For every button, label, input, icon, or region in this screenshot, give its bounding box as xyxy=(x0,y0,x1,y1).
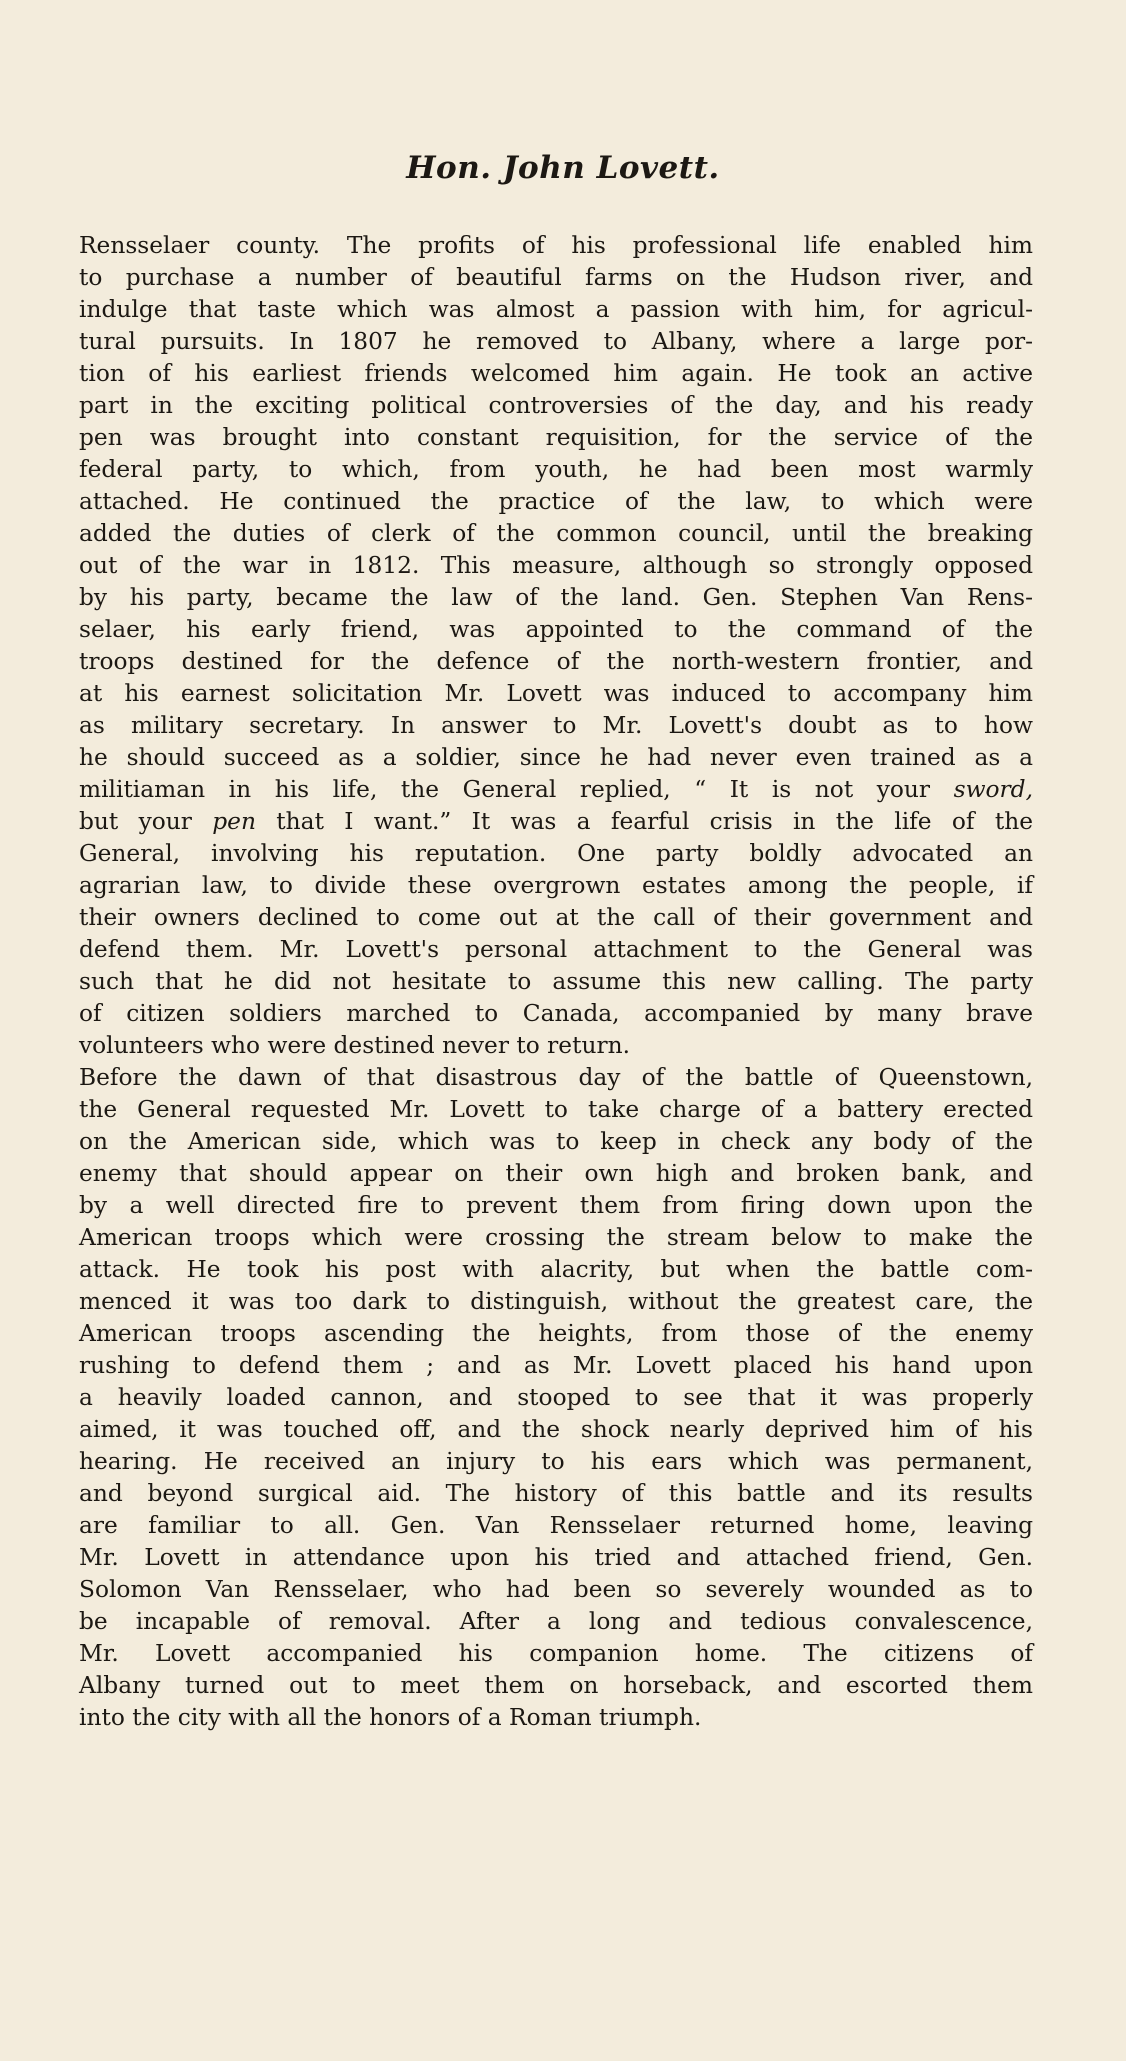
text-line: be incapable of removal. After a long and tedious convalescence, xyxy=(79,1608,1033,1635)
text-line: as military secretary. In answer to Mr. Lovett's doubt as to how xyxy=(79,712,1033,739)
text-line: by his party, became the law of the land. Gen. Stephen Van Rens- xyxy=(79,584,1033,611)
paragraph-2 xyxy=(79,1062,1033,1734)
text-line: are familiar to all. Gen. Van Rensselaer returned home, leaving xyxy=(79,1512,1033,1539)
text-line: to purchase a number of beautiful farms on the Hudson river, and xyxy=(79,264,1033,291)
text-line: pen was brought into constant requisition, for the service of the xyxy=(79,424,1033,451)
text-line: Before the dawn of that disastrous day of the battle of Queenstown, xyxy=(79,1064,1033,1091)
text-line: tion of his earliest friends welcomed him again. He took an active xyxy=(79,360,1033,387)
text-line: he should succeed as a soldier, since he had never even trained as a xyxy=(79,744,1033,771)
text-line: American troops ascending the heights, from those of the enemy xyxy=(79,1320,1033,1347)
text-run: but your xyxy=(79,808,213,835)
text-line: indulge that taste which was almost a passion with him, for agricul- xyxy=(79,296,1033,323)
body-text xyxy=(79,230,1033,1734)
text-line: Mr. Lovett accompanied his companion home. The citizens of xyxy=(79,1640,1033,1667)
text-line: selaer, his early friend, was appointed to the command of the xyxy=(79,616,1033,643)
text-line: rushing to defend them ; and as Mr. Lovett placed his hand upon xyxy=(79,1352,1033,1379)
page-title: Hon. John Lovett. xyxy=(406,150,720,186)
text-line: out of the war in 1812. This measure, although so strongly opposed xyxy=(79,552,1033,579)
text-line: Rensselaer county. The profits of his professional life enabled him xyxy=(79,232,1033,259)
text-line: hearing. He received an injury to his ears which was permanent, xyxy=(79,1448,1033,1475)
text-line: into the city with all the honors of a Roman triumph. xyxy=(79,1704,702,1731)
text-line: American troops which were crossing the stream below to make the xyxy=(79,1224,1033,1251)
text-line: part in the exciting political controversies of the day, and his ready xyxy=(79,392,1033,419)
text-line: tural pursuits. In 1807 he removed to Albany, where a large por- xyxy=(79,328,1033,355)
text-line: attack. He took his post with alacrity, but when the battle com- xyxy=(79,1256,1033,1283)
text-line: General, involving his reputation. One party boldly advocated an xyxy=(79,840,1033,867)
text-line: menced it was too dark to distinguish, without the greatest care, the xyxy=(79,1288,1033,1315)
text-line: and beyond surgical aid. The history of this battle and its results xyxy=(79,1480,1033,1507)
text-line: such that he did not hesitate to assume this new calling. The party xyxy=(79,968,1033,995)
text-line: Albany turned out to meet them on horseback, and escorted them xyxy=(79,1672,1033,1699)
text-run: that I want.” It was a fearful crisis in the life of the xyxy=(255,808,1034,835)
text-line: of citizen soldiers marched to Canada, accompanied by many brave xyxy=(79,1000,1033,1027)
text-line xyxy=(79,806,1033,838)
text-line: a heavily loaded cannon, and stooped to see that it was properly xyxy=(79,1384,1033,1411)
text-line: at his earnest solicitation Mr. Lovett was induced to accompany him xyxy=(79,680,1033,707)
paragraph-1 xyxy=(79,230,1033,1062)
text-line: defend them. Mr. Lovett's personal attachment to the General was xyxy=(79,936,1033,963)
italic-word: sword, xyxy=(953,776,1033,803)
text-line: volunteers who were destined never to return. xyxy=(79,1032,631,1059)
text-line: the General requested Mr. Lovett to take charge of a battery erected xyxy=(79,1096,1033,1123)
text-line: on the American side, which was to keep in check any body of the xyxy=(79,1128,1033,1155)
text-line: troops destined for the defence of the north-western frontier, and xyxy=(79,648,1033,675)
text-line: Mr. Lovett in attendance upon his tried and attached friend, Gen. xyxy=(79,1544,1033,1571)
text-line: attached. He continued the practice of the law, to which were xyxy=(79,488,1033,515)
text-run: militiaman in his life, the General replied, “ It is not your xyxy=(79,776,954,803)
text-line: enemy that should appear on their own high and broken bank, and xyxy=(79,1160,1033,1187)
text-line: Solomon Van Rensselaer, who had been so severely wounded as to xyxy=(79,1576,1033,1603)
text-line: added the duties of clerk of the common council, until the breaking xyxy=(79,520,1033,547)
text-line: aimed, it was touched off, and the shock nearly deprived him of his xyxy=(79,1416,1033,1443)
italic-word: pen xyxy=(212,808,256,835)
text-line: by a well directed fire to prevent them from firing down upon the xyxy=(79,1192,1033,1219)
text-line: their owners declined to come out at the call of their government and xyxy=(79,904,1033,931)
text-line: federal party, to which, from youth, he had been most warmly xyxy=(79,456,1033,483)
text-line: agrarian law, to divide these overgrown estates among the people, if xyxy=(79,872,1033,899)
text-line xyxy=(79,774,1033,806)
